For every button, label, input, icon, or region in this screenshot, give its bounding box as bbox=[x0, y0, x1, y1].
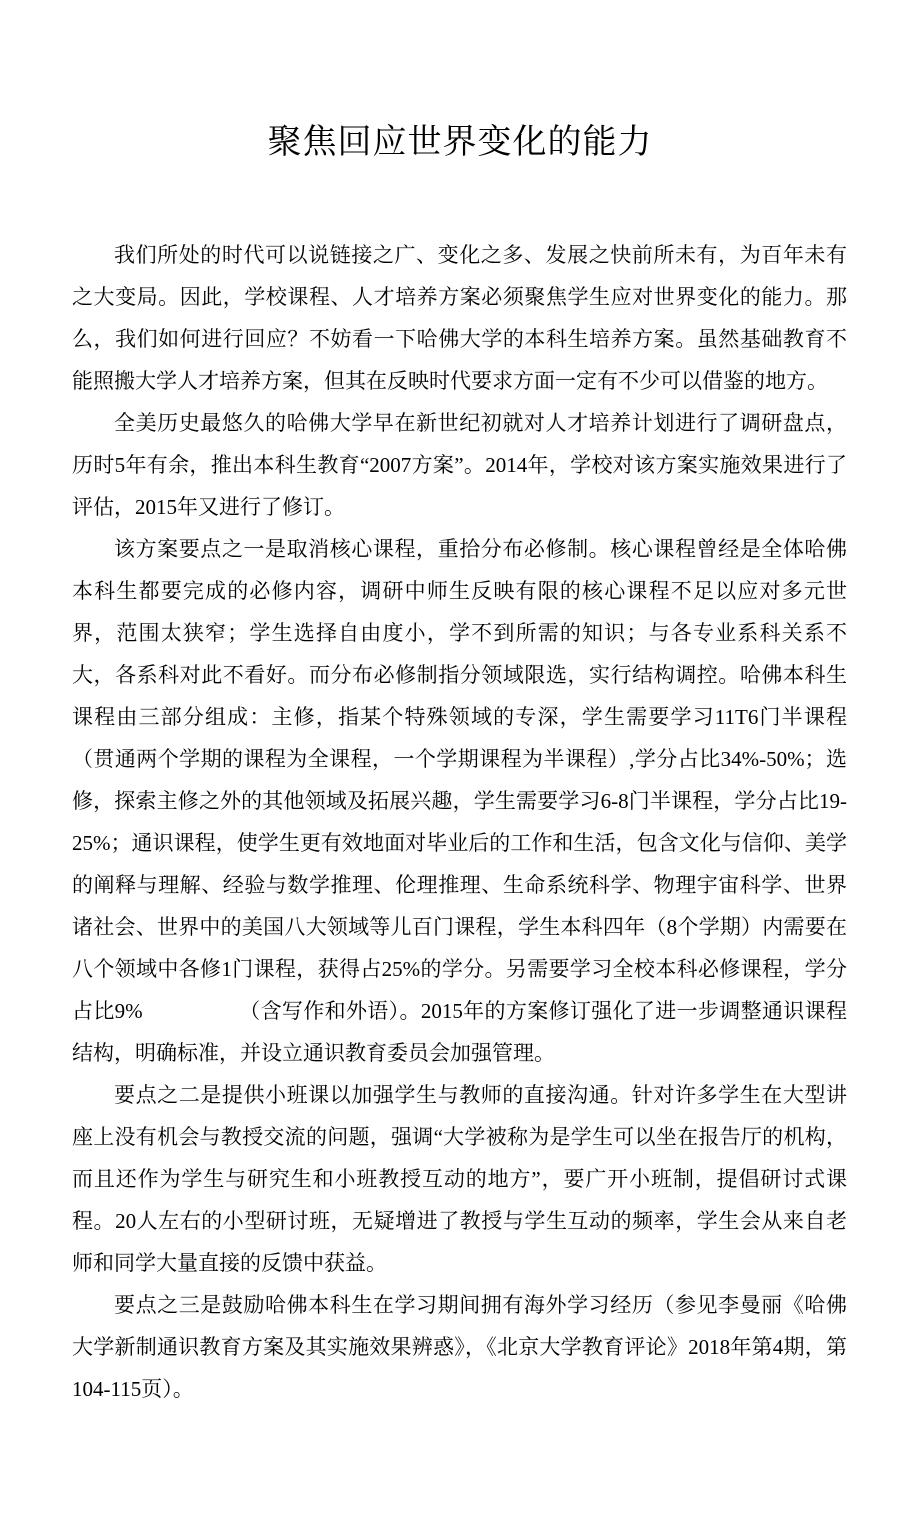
document-body bbox=[72, 234, 847, 1410]
paragraph-harvard-history: 全美历史最悠久的哈佛大学早在新世纪初就对人才培养计划进行了调研盘点，历时5年有余，推出本科生教育“2007方案”。2014年，学校对该方案实施效果进行了评估，2015年又进行了修订。 bbox=[72, 411, 847, 519]
paragraph-point-one: 该方案要点之一是取消核心课程，重拾分布必修制。核心课程曾经是全体哈佛本科生都要完成的必修内容，调研中师生反映有限的核心课程不足以应对多元世界，范围太狭窄；学生选择自由度小，学不到所需的知识；与各专业系科关系不大，各系科对此不看好。而分布必修制指分领域限选，实行结构调控。哈佛本科生课程由三部分组成：主修，指某个特殊领域的专深，学生需要学习11T6门半课程（贯通两个学期的课程为全课程，一个学期课程为半课程）,学分占比34%-50%；选修，探索主修之外的其他领域及拓展兴趣，学生需要学习6-8门半课程，学分占比19-25%；通识课程，使学生更有效地面对毕业后的工作和生活，包含文化与信仰、美学的阐释与理解、经验与数学推理、伦理推理、生命系统科学、物理宇宙科学、世界诸社会、世界中的美国八大领域等儿百门课程，学生本科四年（8个学期）内需要在八个领域中各修1门课程，获得占25%的学分。另需要学习全校本科必修课程，学分占比9% （含写作和外语）。2015年的方案修订强化了进一步调整通识课程结构，明确标准，并设立通识教育委员会加强管理。 bbox=[72, 537, 847, 1065]
paragraph-point-three: 要点之三是鼓励哈佛本科生在学习期间拥有海外学习经历（参见李曼丽《哈佛大学新制通识教育方案及其实施效果辨惑》，《北京大学教育评论》2018年第4期，第104-115页）。 bbox=[72, 1293, 847, 1401]
paragraph-point-two: 要点之二是提供小班课以加强学生与教师的直接沟通。针对许多学生在大型讲座上没有机会与教授交流的问题，强调“大学被称为是学生可以坐在报告厅的机构，而且还作为学生与研究生和小班教授互动的地方”，要广开小班制，提倡研讨式课程。20人左右的小型研讨班，无疑增进了教授与学生互动的频率，学生会从来自老师和同学大量直接的反馈中获益。 bbox=[72, 1083, 847, 1275]
document-title: 聚焦回应世界变化的能力 bbox=[267, 124, 653, 161]
paragraph-intro: 我们所处的时代可以说链接之广、变化之多、发展之快前所未有，为百年未有之大变局。因此，学校课程、人才培养方案必须聚焦学生应对世界变化的能力。那么，我们如何进行回应？不妨看一下哈佛大学的本科生培养方案。虽然基础教育不能照搬大学人才培养方案，但其在反映时代要求方面一定有不少可以借鉴的地方。 bbox=[72, 243, 847, 393]
